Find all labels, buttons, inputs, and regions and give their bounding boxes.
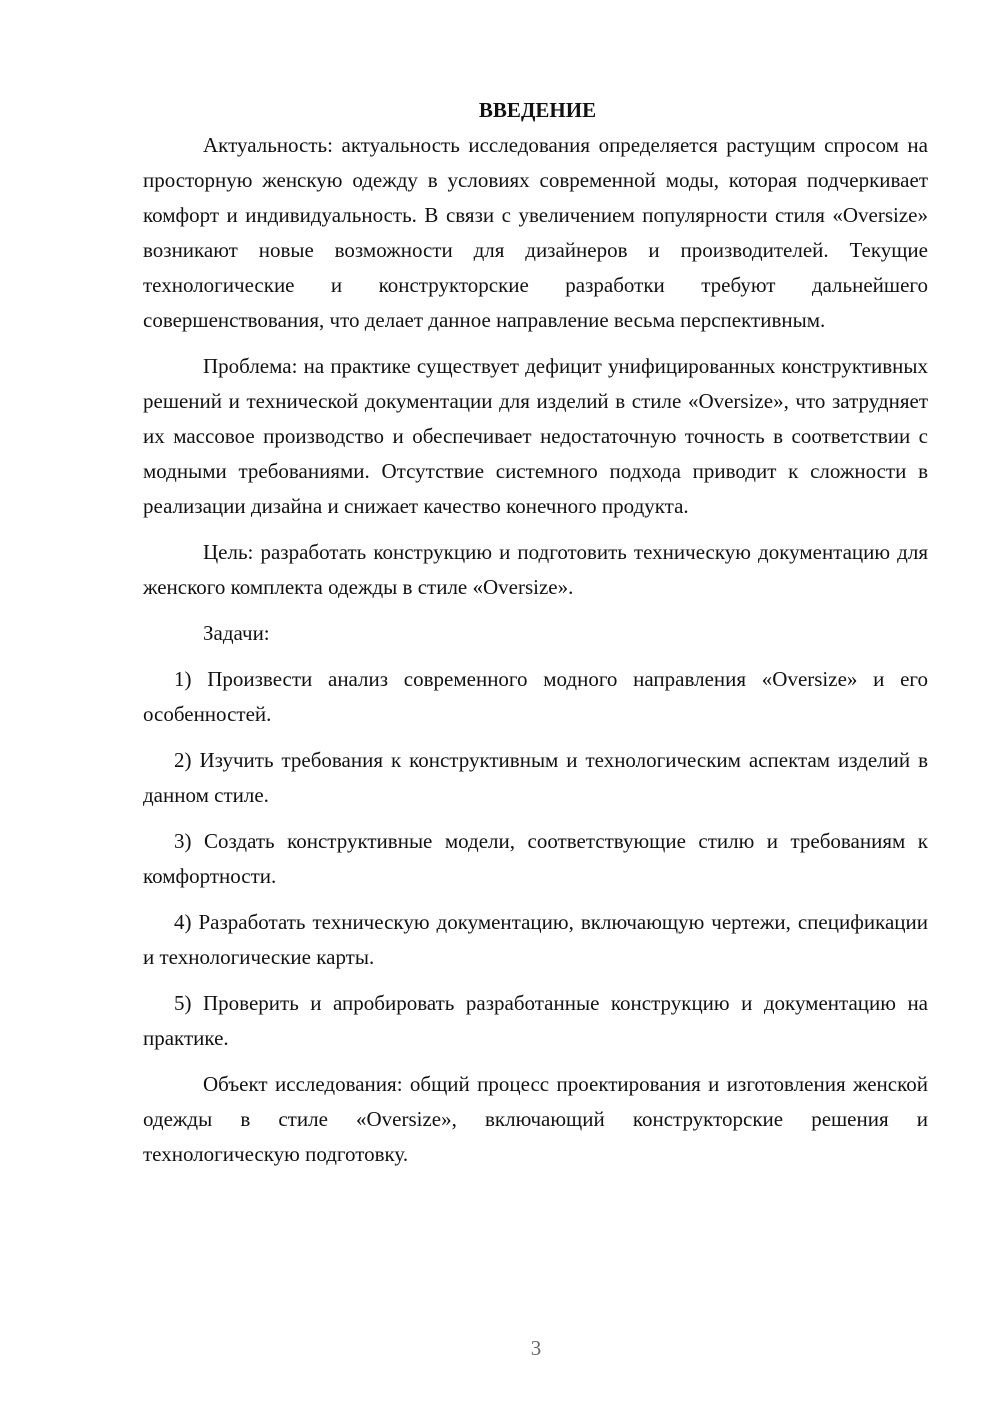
paragraph-relevance: Актуальность: актуальность исследования определяется растущим спросом на просторную женскую одежду в условиях современной моды, которая подчеркивает комфорт и индивидуальность. В связи с увеличением популярности стиля «Oversize» возникают новые возможности для дизайнеров и производителей. Текущие технологические и конструкторские разработки требуют дальнейшего совершенствования, что делает данное направление весьма перспективным. (143, 133, 928, 332)
paragraph-problem: Проблема: на практике существует дефицит унифицированных конструктивных решений и технической документации для изделий в стиле «Oversize», что затрудняет их массовое производство и обеспечивает недостаточную точность в соответствии с модными требованиями. Отсутствие системного подхода приводит к сложности в реализации дизайна и снижает качество конечного продукта. (143, 354, 928, 518)
task-item-4: 4) Разработать техническую документацию, включающую чертежи, спецификации и технологические карты. (143, 910, 928, 969)
tasks-list (143, 662, 928, 1056)
paragraph-object: Объект исследования: общий процесс проектирования и изготовления женской одежды в стиле «Oversize», включающий конструкторские решения и технологическую подготовку. (143, 1072, 928, 1166)
page-title: ВВЕДЕНИЕ (478, 98, 597, 122)
task-item-1: 1) Произвести анализ современного модного направления «Oversize» и его особенностей. (143, 667, 928, 726)
tasks-label: Задачи: (203, 621, 270, 645)
task-item-5: 5) Проверить и апробировать разработанные конструкцию и документацию на практике. (143, 991, 928, 1050)
paragraph-goal: Цель: разработать конструкцию и подготовить техническую документацию для женского комплекта одежды в стиле «Oversize». (143, 540, 928, 599)
document-body (143, 93, 928, 1172)
task-item-3: 3) Создать конструктивные модели, соответствующие стилю и требованиям к комфортности. (143, 829, 928, 888)
page-number: 3 (530, 1336, 542, 1360)
task-item-2: 2) Изучить требования к конструктивным и технологическим аспектам изделий в данном стиле. (143, 748, 928, 807)
